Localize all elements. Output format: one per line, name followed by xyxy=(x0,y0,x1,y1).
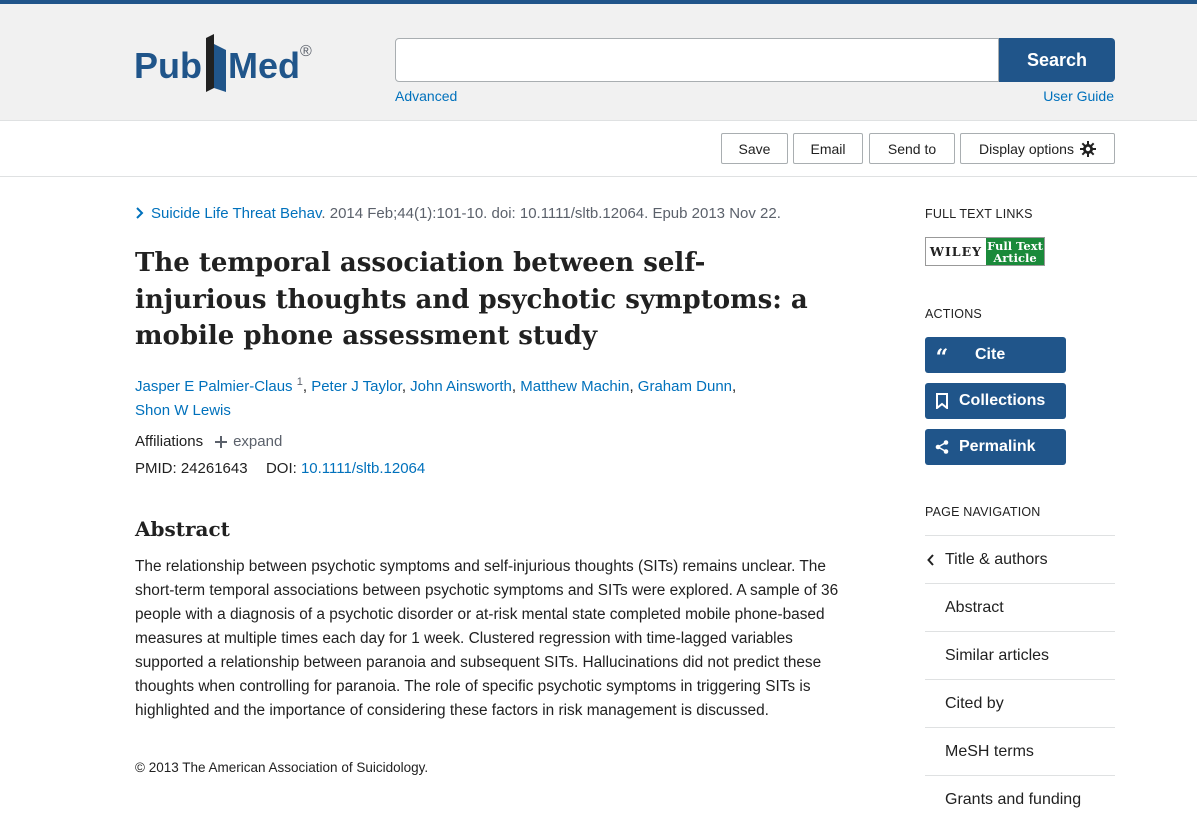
full-text-links-heading: FULL TEXT LINKS xyxy=(925,207,1033,221)
author-link[interactable]: Matthew Machin xyxy=(520,378,630,395)
abstract-text: The relationship between psychotic symptoms and self-injurious thoughts (SITs) remains unclear. The short-term temporal associations between psychotic symptoms and SITs were explored. A sample of 36 people with a diagnosis of a psychotic disorder or at-risk mental state completed mobile phone-based measures at multiple times each day for 1 week. Clustered regression with time-lagged variables supported a relationship between paranoia and subsequent SITs. Hallucinations did not predict these thoughts when controlling for paranoia. The role of specific psychotic symptoms in triggering SITs is highlighted and the importance of considering these factors in risk management is discussed. xyxy=(135,558,839,719)
author-link[interactable]: Jasper E Palmier-Claus xyxy=(135,378,293,395)
nav-item-label: Abstract xyxy=(945,598,1004,616)
authors-list: Jasper E Palmier-Claus $^1$, Peter J Taylor, John Ainsworth, Matthew Machin, Graham Dunn, Shon W Lewis xyxy=(135,376,737,419)
nav-item-cited-by[interactable] xyxy=(925,679,1115,727)
chevron-right-icon[interactable] xyxy=(135,207,145,219)
expand-label: expand xyxy=(233,433,283,450)
save-label: Save xyxy=(738,140,771,157)
identifiers-row xyxy=(135,460,425,477)
nav-item-title-authors[interactable] xyxy=(925,535,1115,583)
affiliations-label: Affiliations xyxy=(135,433,204,450)
doi-label: DOI: xyxy=(265,460,297,477)
quote-icon: “ xyxy=(935,345,949,371)
expand-affiliations-button[interactable] xyxy=(215,433,282,450)
svg-text:®: ® xyxy=(300,43,312,60)
share-icon xyxy=(925,440,959,454)
actions-heading: ACTIONS xyxy=(925,307,982,321)
email-button[interactable] xyxy=(793,133,863,164)
author-link[interactable]: John Ainsworth xyxy=(410,378,512,395)
search-button[interactable]: Search xyxy=(999,38,1115,82)
nav-item-label: Cited by xyxy=(945,694,1004,712)
doi-link[interactable]: 10.1111/sltb.12064 xyxy=(300,460,426,477)
pubmed-logo[interactable] xyxy=(134,32,324,98)
wiley-full-text-badge xyxy=(986,238,1044,265)
nav-item-label: Similar articles xyxy=(945,646,1050,664)
nav-item-label: Grants and funding xyxy=(945,790,1082,808)
article-title: The temporal association between self-injurious thoughts and psychotic symptoms: a mobile phone assessment study xyxy=(135,248,808,351)
advanced-search-link[interactable]: Advanced xyxy=(395,88,458,104)
email-label: Email xyxy=(810,140,846,157)
gear-icon xyxy=(1080,141,1096,157)
save-button[interactable] xyxy=(721,133,788,164)
page-navigation-heading: PAGE NAVIGATION xyxy=(925,505,1041,519)
wiley-logo: WILEY xyxy=(926,238,986,265)
permalink-button[interactable] xyxy=(925,429,1066,465)
display-options-label: Display options xyxy=(979,140,1074,157)
abstract-heading: Abstract xyxy=(135,517,230,541)
nav-item-grants-funding[interactable] xyxy=(925,775,1115,823)
bookmark-icon xyxy=(925,393,959,409)
pmid-value: 24261643 xyxy=(180,460,248,477)
collections-button[interactable] xyxy=(925,383,1066,419)
toolbar xyxy=(0,121,1197,177)
citation-details: . 2014 Feb;44(1):101-10. doi: 10.1111/sltb.12064. Epub 2013 Nov 22. xyxy=(321,205,781,222)
wiley-full-text-label: Full Text xyxy=(987,238,1043,253)
cite-label: Cite xyxy=(975,346,1006,363)
citation-line xyxy=(135,205,781,222)
copyright-text: © 2013 The American Association of Suicidology. xyxy=(135,760,429,775)
author-link[interactable]: Shon W Lewis xyxy=(135,402,231,419)
affiliations-row xyxy=(135,433,282,450)
nav-item-label: MeSH terms xyxy=(945,742,1034,760)
page-navigation xyxy=(925,535,1115,823)
author-link[interactable]: Graham Dunn xyxy=(637,378,733,395)
nav-item-label: Title & authors xyxy=(945,550,1048,568)
wiley-article-label: Article xyxy=(993,250,1037,265)
nav-item-abstract[interactable] xyxy=(925,583,1115,631)
permalink-label: Permalink xyxy=(959,438,1036,455)
svg-text:Med: Med xyxy=(228,45,300,86)
nav-item-similar-articles[interactable] xyxy=(925,631,1115,679)
pmid-label: PMID: xyxy=(135,460,177,477)
plus-icon xyxy=(215,436,227,448)
journal-link[interactable]: Suicide Life Threat Behav xyxy=(151,205,322,222)
affiliation-sup[interactable]: 1 xyxy=(296,376,303,388)
search-input[interactable] xyxy=(395,38,999,82)
collections-label: Collections xyxy=(959,392,1046,409)
send-to-label: Send to xyxy=(887,140,937,157)
display-options-button[interactable] xyxy=(960,133,1115,164)
wiley-full-text-link[interactable] xyxy=(925,237,1045,266)
user-guide-link[interactable]: User Guide xyxy=(1043,88,1114,104)
nav-item-mesh-terms[interactable] xyxy=(925,727,1115,775)
send-to-button[interactable] xyxy=(869,133,955,164)
cite-button[interactable] xyxy=(925,337,1066,373)
svg-text:Pub: Pub xyxy=(134,45,202,86)
chevron-left-icon xyxy=(927,554,935,566)
author-link[interactable]: Peter J Taylor xyxy=(311,378,402,395)
header xyxy=(0,4,1197,121)
